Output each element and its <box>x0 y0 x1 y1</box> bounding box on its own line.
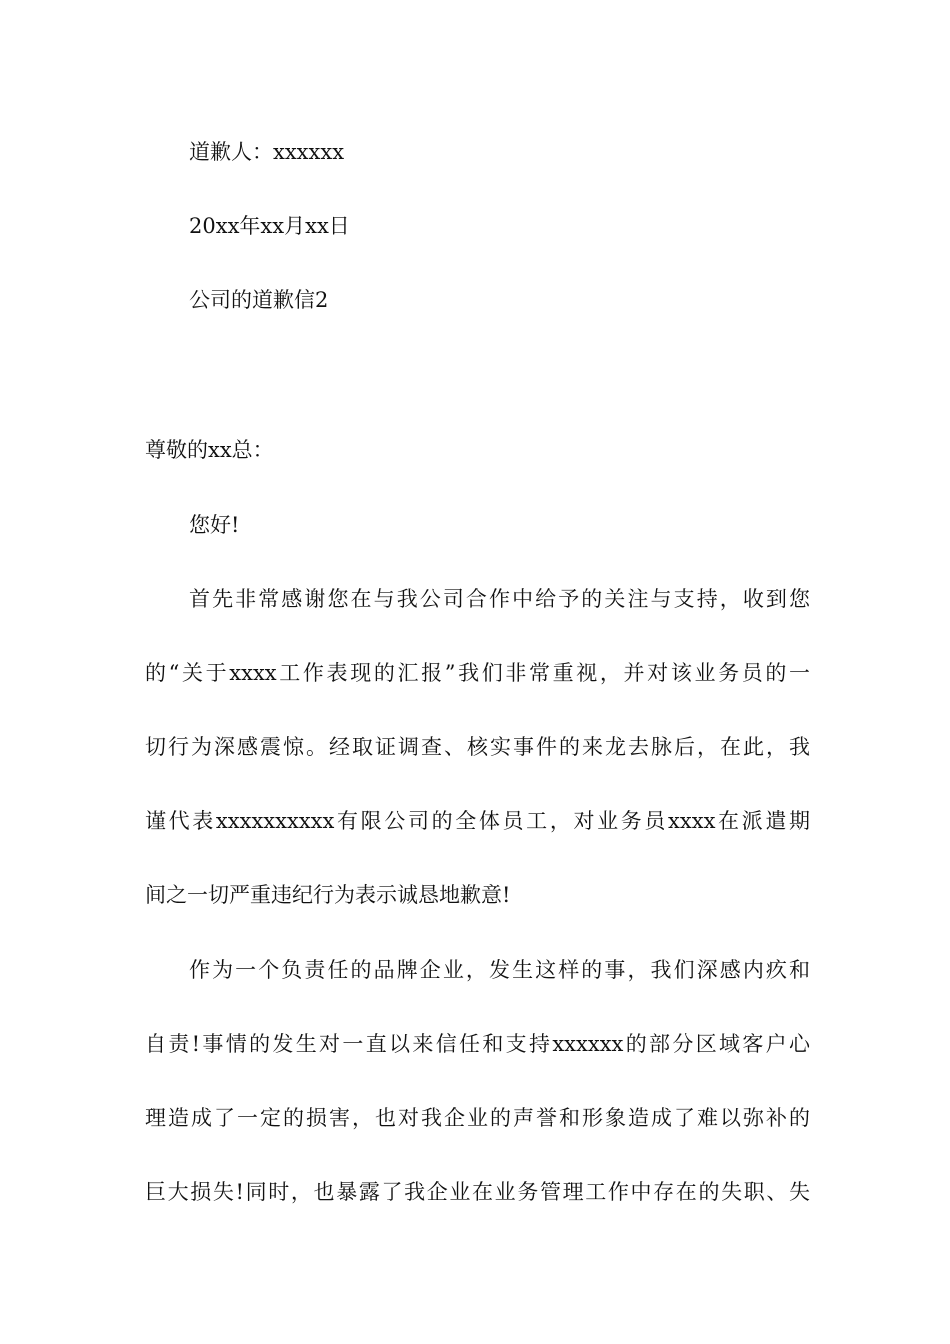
paragraph-line: 切行为深感震惊。经取证调查、核实事件的来龙去脉后，在此，我 <box>145 735 810 759</box>
section-title: 公司的道歉信2 <box>189 288 329 312</box>
greeting: 您好! <box>189 513 240 537</box>
paragraph-line: 巨大损失!同时，也暴露了我企业在业务管理工作中存在的失职、失 <box>145 1180 810 1204</box>
paragraph-line: 的“关于xxxx工作表现的汇报”我们非常重视，并对该业务员的一 <box>145 661 810 685</box>
paragraph-line: 理造成了一定的损害，也对我企业的声誉和形象造成了难以弥补的 <box>145 1106 810 1130</box>
paragraph-line: 间之一切严重违纪行为表示诚恳地歉意! <box>145 883 511 907</box>
apologizer-line: 道歉人：xxxxxx <box>189 140 345 164</box>
paragraph-line: 作为一个负责任的品牌企业，发生这样的事，我们深感内疚和 <box>189 958 810 982</box>
salutation: 尊敬的xx总： <box>145 438 274 462</box>
date-line: 20xx年xx月xx日 <box>189 214 350 238</box>
paragraph-line: 首先非常感谢您在与我公司合作中给予的关注与支持，收到您 <box>189 587 810 611</box>
paragraph-line: 谨代表xxxxxxxxxx有限公司的全体员工，对业务员xxxx在派遣期 <box>145 809 810 833</box>
paragraph-line: 自责!事情的发生对一直以来信任和支持xxxxxx的部分区域客户心 <box>145 1032 810 1056</box>
